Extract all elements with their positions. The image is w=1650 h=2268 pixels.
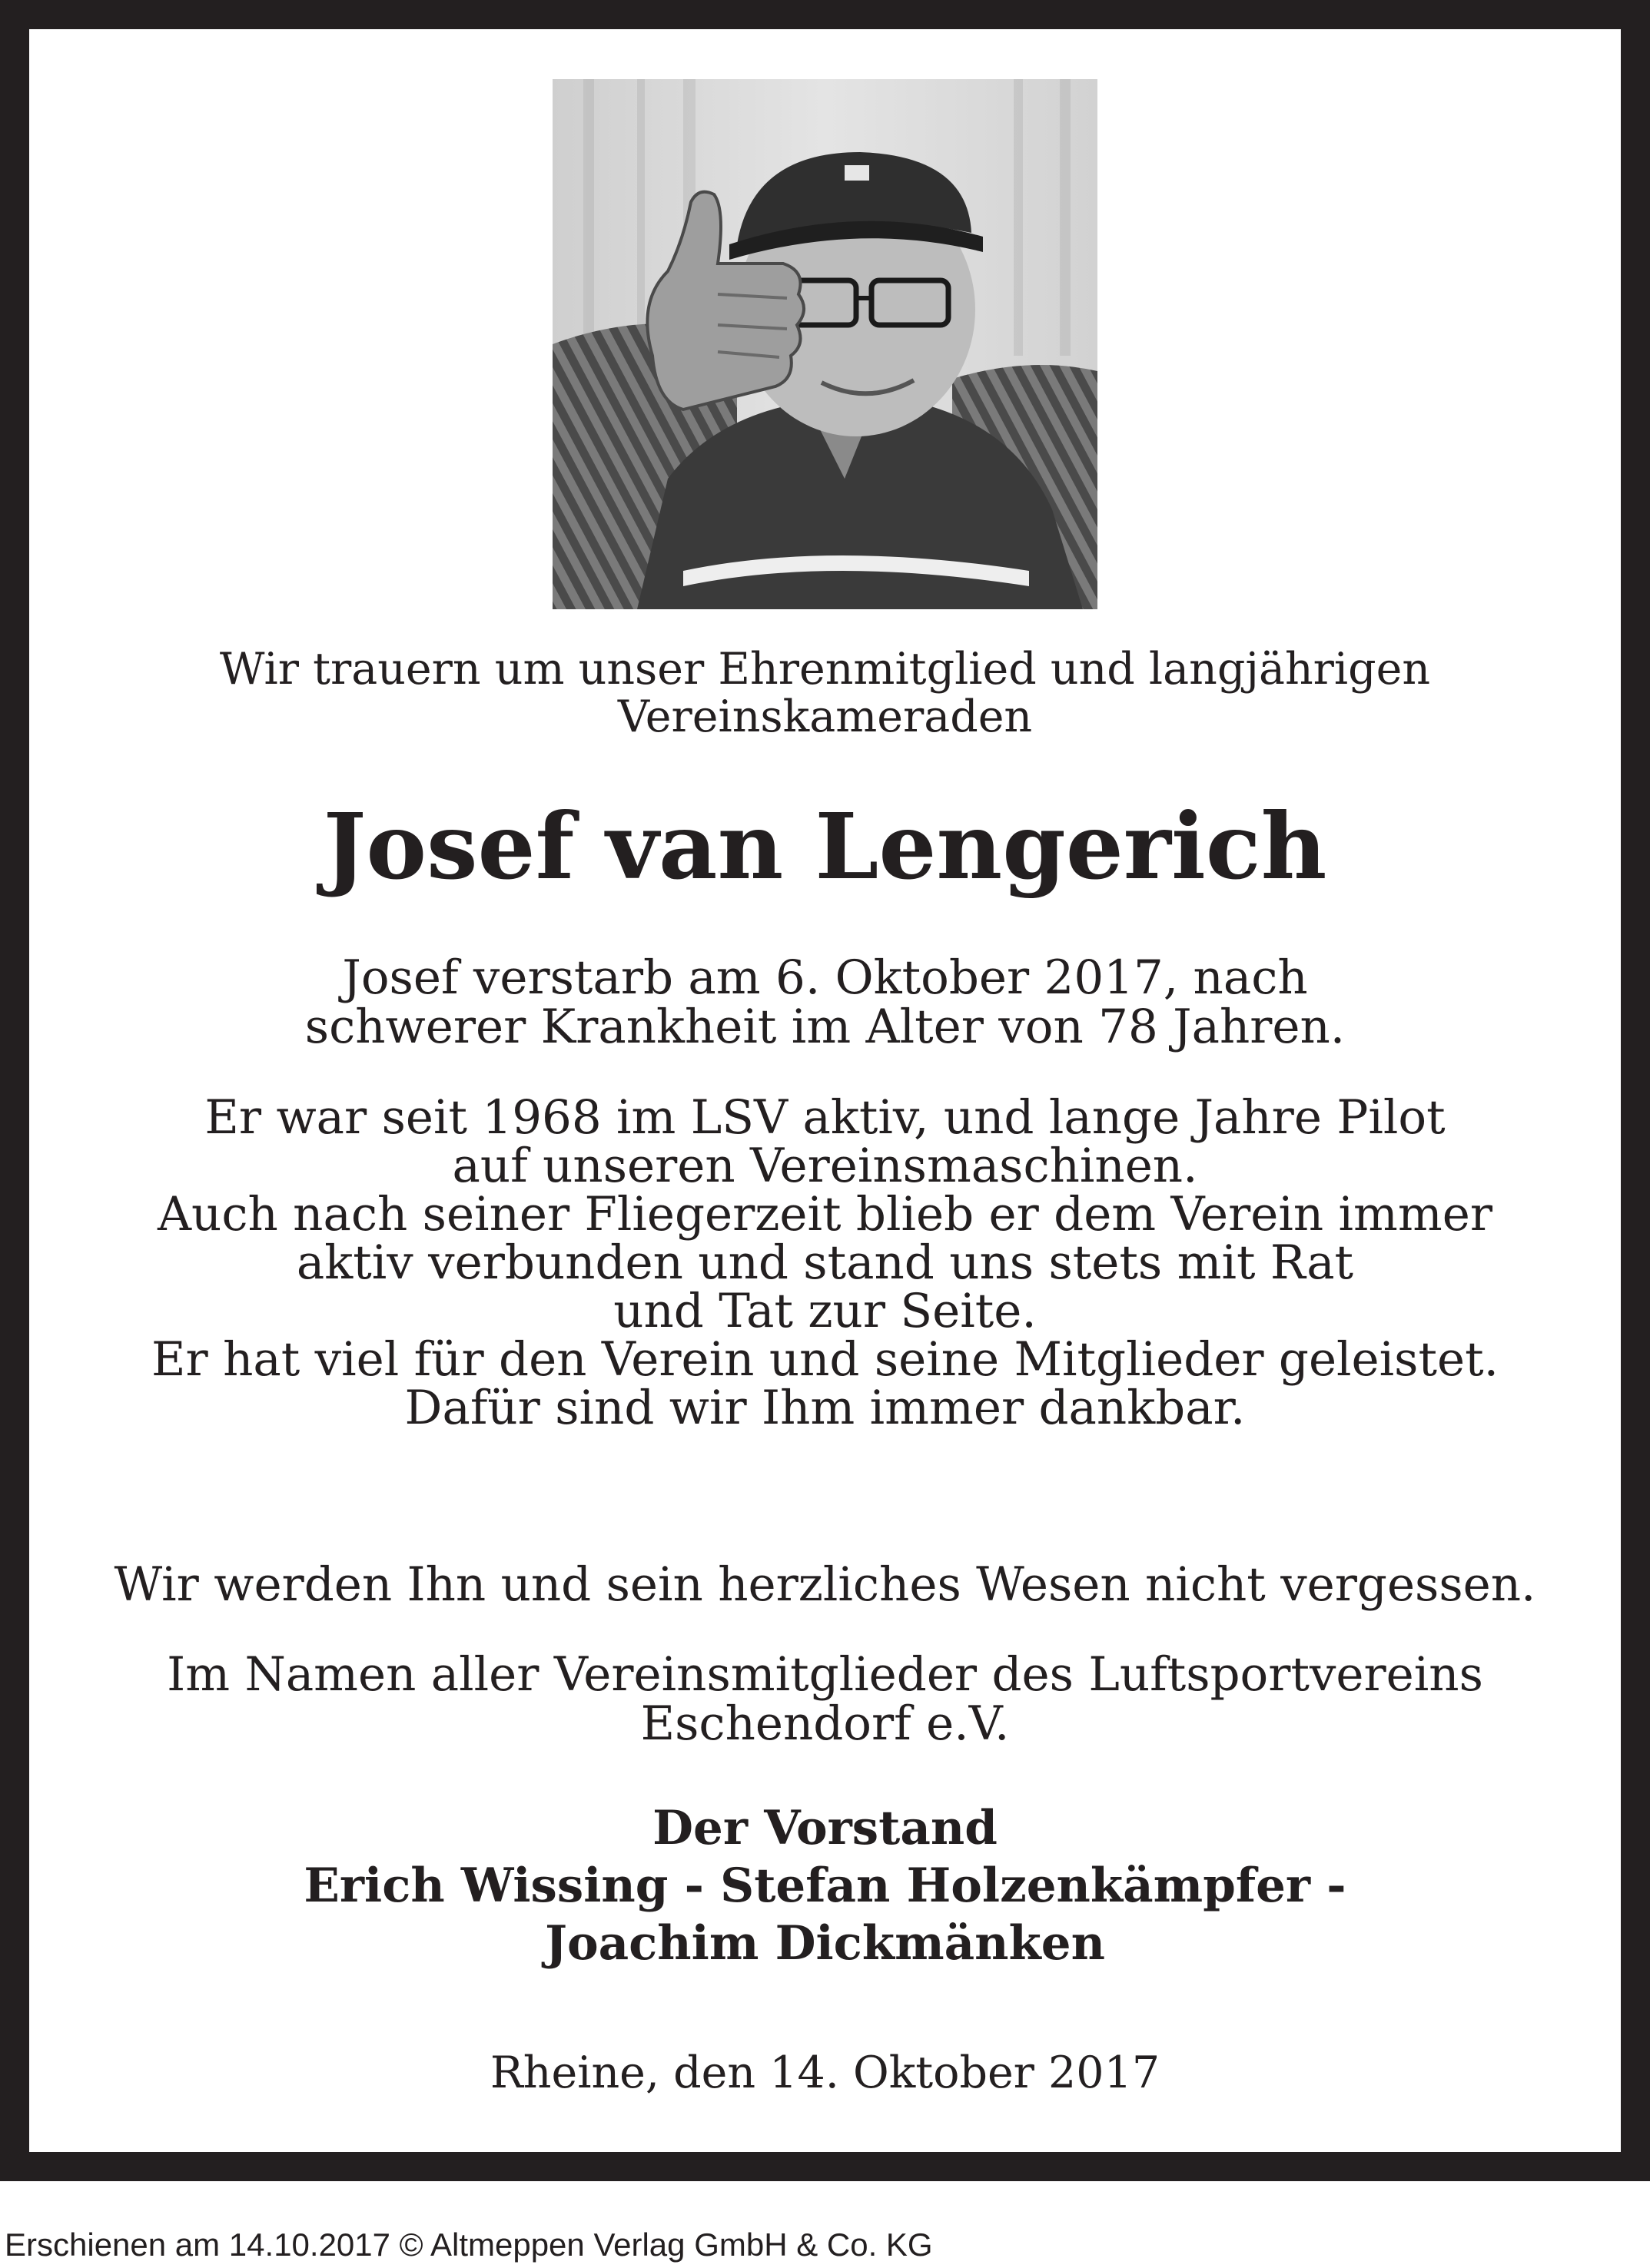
deceased-name: Josef van Lengerich xyxy=(323,793,1327,900)
intro-line: Wir trauern um unser Ehrenmitglied und langjährigen xyxy=(219,644,1431,695)
paragraph-line: auf unseren Vereinsmaschinen. xyxy=(452,1139,1198,1193)
intro-text xyxy=(61,645,1589,741)
death-paragraph xyxy=(61,950,1589,1054)
paragraph-line: Josef verstarb am 6. Oktober 2017, nach xyxy=(342,950,1308,1005)
paragraph-line: aktiv verbunden und stand uns stets mit Rat xyxy=(296,1235,1354,1290)
paragraph-line: Im Namen aller Vereinsmitglieder des Luftsportvereins xyxy=(167,1647,1483,1702)
paragraph-line: Auch nach seiner Fliegerzeit blieb er dem Verein immer xyxy=(157,1187,1492,1242)
signature-line: Erich Wissing - Stefan Holzenkämpfer - xyxy=(304,1858,1346,1913)
signature-line: Der Vorstand xyxy=(652,1801,998,1855)
paragraph-line: Eschendorf e.V. xyxy=(640,1696,1010,1751)
paragraph-line: schwerer Krankheit im Alter von 78 Jahren. xyxy=(304,1000,1346,1054)
intro-line: Vereinskameraden xyxy=(617,691,1033,742)
club-paragraph xyxy=(61,1647,1589,1751)
portrait-photo xyxy=(553,79,1097,609)
paragraph-line: und Tat zur Seite. xyxy=(613,1284,1037,1338)
signature-line: Joachim Dickmänken xyxy=(545,1916,1105,1971)
paragraph-line: Wir werden Ihn und sein herzliches Wesen nicht vergessen. xyxy=(114,1557,1536,1612)
signature-block xyxy=(61,1799,1589,1972)
paragraph-line: Dafür sind wir Ihm immer dankbar. xyxy=(404,1381,1246,1435)
publication-credit: Erschienen am 14.10.2017 © Altmeppen Verlag GmbH & Co. KG xyxy=(5,2227,933,2263)
remembrance-paragraph xyxy=(61,1557,1589,1612)
paragraph-line: Er hat viel für den Verein und seine Mitglieder geleistet. xyxy=(151,1332,1499,1387)
biography-paragraph xyxy=(61,1090,1589,1435)
paragraph-line: Er war seit 1968 im LSV aktiv, und lange Jahre Pilot xyxy=(204,1090,1446,1145)
place-date: Rheine, den 14. Oktober 2017 xyxy=(490,2048,1160,2098)
